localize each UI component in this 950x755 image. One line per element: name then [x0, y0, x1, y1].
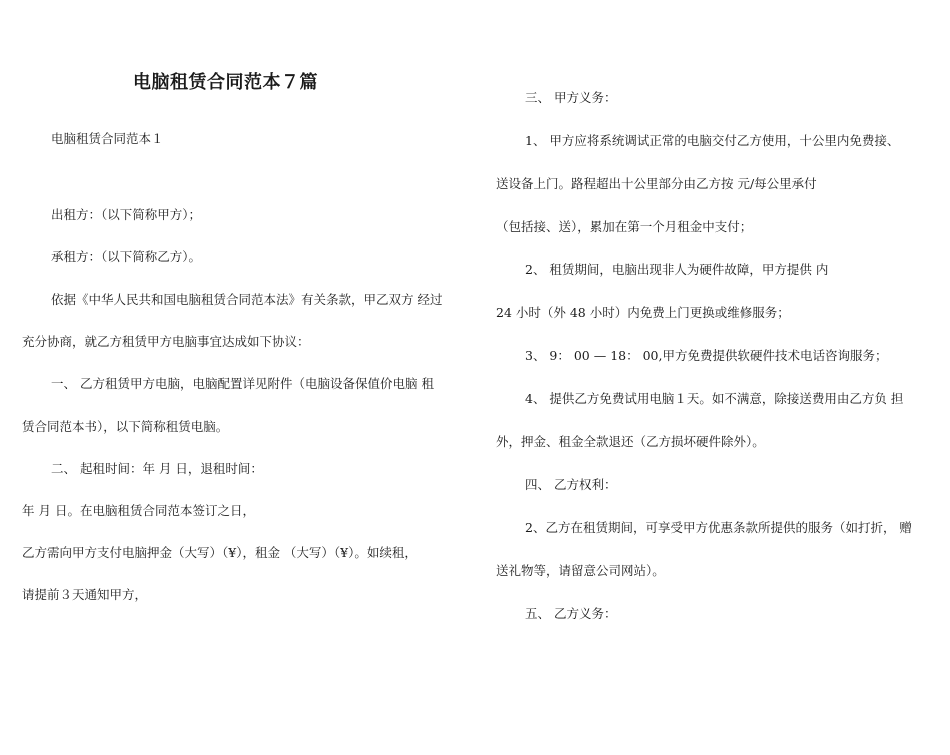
section-4-item-2-line-2: 送礼物等，请留意公司网站）。 — [496, 563, 665, 578]
clause-1-line-2: 赁合同范本书），以下简称租赁电脑。 — [22, 419, 229, 434]
lessor-line: 出租方：（以下简称甲方）； — [51, 207, 202, 222]
section-3-item-3: 3、 9： 00 — 18： 00,甲方免费提供软硬件技术电话咨询服务； — [525, 348, 888, 363]
document-title: 电脑租赁合同范本７篇 — [133, 72, 318, 93]
section-3-item-4-line-2: 外，押金、租金全款退还（乙方损坏硬件除外）。 — [496, 434, 765, 449]
preamble-line-1: 依据《中华人民共和国电脑租赁合同范本法》有关条款，甲乙双方 经过 — [51, 292, 443, 307]
section-4-item-2-line-1: 2、乙方在租赁期间，可享受甲方优惠条款所提供的服务（如打折， 赠 — [525, 520, 912, 535]
contract-subtitle: 电脑租赁合同范本１ — [51, 131, 164, 146]
lessee-line: 承租方：（以下简称乙方）。 — [51, 249, 202, 264]
section-4-heading: 四、 乙方权利： — [525, 477, 617, 492]
section-3-item-1-line-2: 送设备上门。路程超出十公里部分由乙方按 元/每公里承付 — [496, 176, 817, 191]
section-3-item-1-line-1: 1、 甲方应将系统调试正常的电脑交付乙方使用，十公里内免费接、 — [525, 133, 900, 148]
clause-2-line-1: 二、 起租时间：年 月 日，退租时间： — [51, 461, 263, 476]
clause-2-line-4: 请提前３天通知甲方， — [22, 587, 148, 602]
section-3-item-2-line-1: 2、 租赁期间，电脑出现非人为硬件故障，甲方提供 内 — [525, 262, 829, 277]
section-5-heading: 五、 乙方义务： — [525, 606, 617, 621]
clause-2-line-2: 年 月 日。在电脑租赁合同范本签订之日， — [22, 503, 255, 518]
section-3-item-4-line-1: 4、 提供乙方免费试用电脑１天。如不满意，除接送费用由乙方负 担 — [525, 391, 904, 406]
preamble-line-2: 充分协商，就乙方租赁甲方电脑事宜达成如下协议： — [22, 334, 310, 349]
section-3-heading: 三、 甲方义务： — [525, 90, 617, 105]
section-3-item-1-line-3: （包括接、送），累加在第一个月租金中支付； — [496, 219, 753, 234]
section-3-item-2-line-2: 24 小时（外 48 小时）内免费上门更换或维修服务； — [496, 305, 790, 320]
clause-2-line-3: 乙方需向甲方支付电脑押金（大写）（¥），租金 （大写）（¥）。如续租， — [22, 545, 417, 560]
clause-1-line-1: 一、 乙方租赁甲方电脑，电脑配置详见附件（电脑设备保值价电脑 租 — [51, 376, 434, 391]
